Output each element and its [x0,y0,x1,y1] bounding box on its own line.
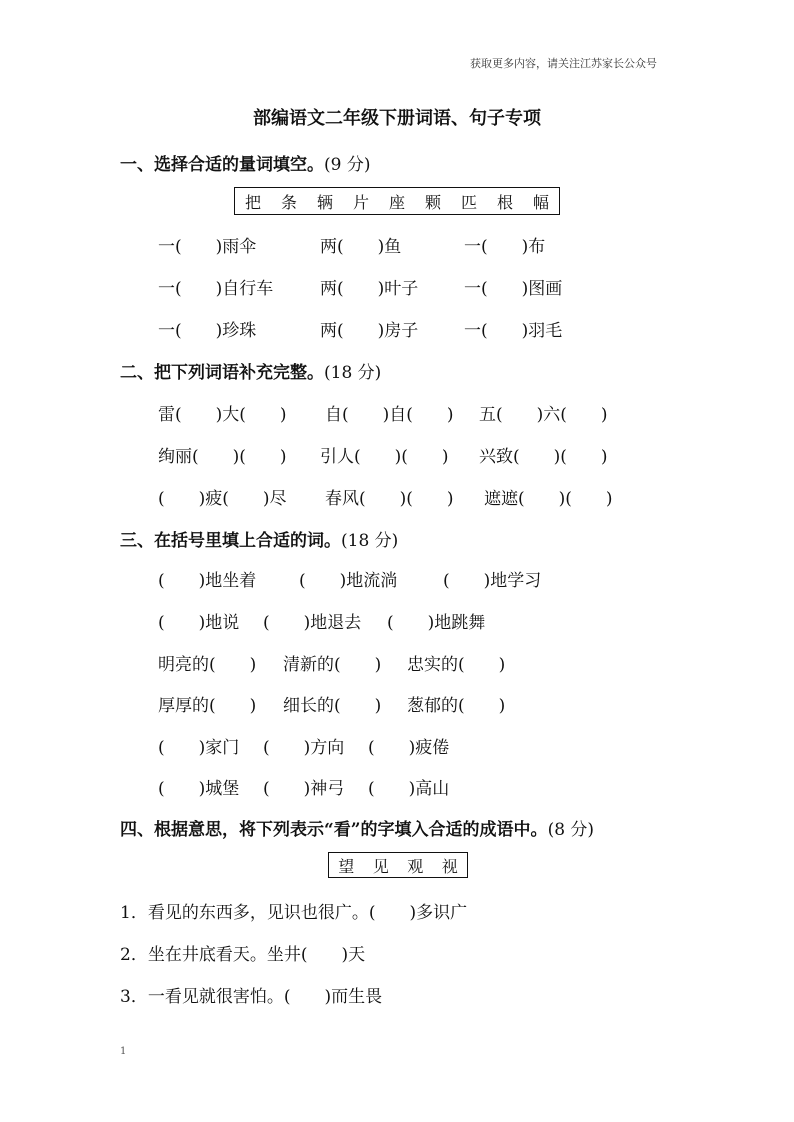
box-word: 望 [338,856,355,876]
fill-item: ( )神弓 [263,779,345,799]
fill-item: ( )地坐着 [158,571,257,591]
question-text: 一看见就很害怕。( )而生畏 [147,987,383,1007]
question-text: 坐在井底看天。坐井( )天 [147,945,366,965]
box-word: 观 [407,856,424,876]
fill-item: 葱郁的( ) [407,696,506,716]
fill-item: ( )方向 [263,738,345,758]
fill-item: 两( )叶子 [320,279,419,299]
fill-item: 细长的( ) [283,696,382,716]
box-word: 视 [441,856,458,876]
fill-item: 遮遮( )( ) [484,489,613,509]
fill-item: ( )地跳舞 [387,613,486,633]
fill-item: ( )家门 [158,738,240,758]
fill-item: 兴致( )( ) [479,447,608,467]
box-word: 幅 [532,192,549,212]
box-word: 把 [244,192,261,212]
question-item [120,898,467,923]
measure-word-box [234,187,560,215]
fill-item: 一( )雨伞 [158,237,257,257]
fill-item: 明亮的( ) [158,655,257,675]
question-number: 2． [120,945,148,965]
box-word: 见 [372,856,389,876]
fill-item: 五( )六( ) [479,405,608,425]
header-note: 获取更多内容，请关注江苏家长公众号 [470,57,657,70]
page-number: 1 [120,1046,127,1057]
fill-item: 一( )自行车 [158,279,274,299]
fill-item: 一( )图画 [464,279,563,299]
fill-item: 一( )布 [464,237,546,257]
section-1-heading: 一、选择合适的量词填空。(9 分) [120,155,371,175]
page-title: 部编语文二年级下册词语、句子专项 [253,108,541,129]
fill-item: 春风( )( ) [325,489,454,509]
fill-item: 厚厚的( ) [158,696,257,716]
fill-item: 一( )珍珠 [158,321,257,341]
box-word: 颗 [424,192,441,212]
fill-item: 自( )自( ) [325,405,454,425]
fill-item: ( )地流淌 [299,571,398,591]
question-number: 3． [120,987,148,1007]
box-word: 片 [352,192,369,212]
fill-item: ( )地说 [158,613,240,633]
question-text: 看见的东西多，见识也很广。( )多识广 [147,903,468,923]
box-word: 根 [496,192,513,212]
fill-item: ( )疲倦 [368,738,450,758]
fill-item: ( )高山 [368,779,450,799]
fill-item: 清新的( ) [283,655,382,675]
section-2-heading: 二、把下列词语补充完整。(18 分) [120,363,382,383]
box-word: 辆 [316,192,333,212]
question-number: 1． [120,903,148,923]
question-item [120,982,382,1007]
fill-item: 一( )羽毛 [464,321,563,341]
fill-item: 两( )鱼 [320,237,402,257]
fill-item: ( )地学习 [443,571,542,591]
box-word: 条 [280,192,297,212]
section-3-heading: 三、在括号里填上合适的词。(18 分) [120,531,399,551]
fill-item: ( )疲( )尽 [158,489,287,509]
fill-item: 引人( )( ) [320,447,449,467]
look-word-box [328,852,468,878]
fill-item: ( )城堡 [158,779,240,799]
box-word: 座 [388,192,405,212]
fill-item: 忠实的( ) [407,655,506,675]
fill-item: 两( )房子 [320,321,419,341]
section-4-heading: 四、根据意思，将下列表示“看”的字填入合适的成语中。(8 分) [120,820,595,840]
question-item [120,940,365,965]
fill-item: 雷( )大( ) [158,405,287,425]
fill-item: 绚丽( )( ) [158,447,287,467]
fill-item: ( )地退去 [263,613,362,633]
box-word: 匹 [460,192,477,212]
